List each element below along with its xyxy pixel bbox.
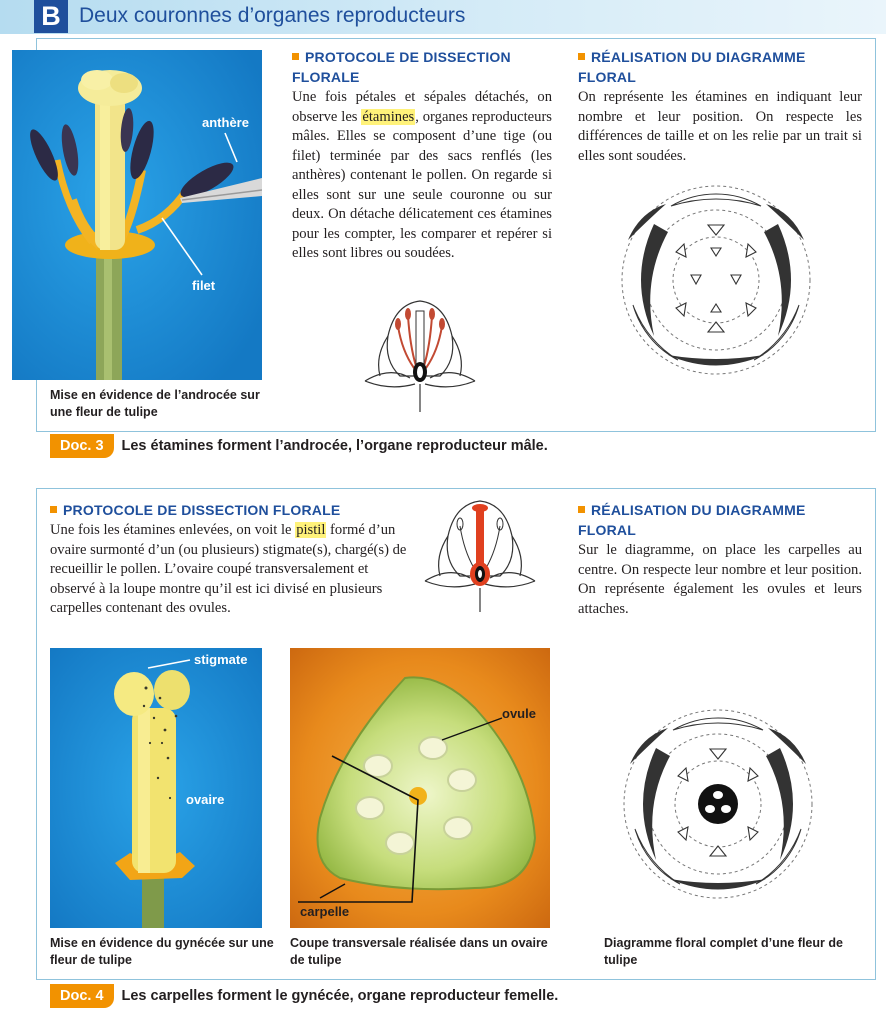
carpelle-label: carpelle xyxy=(300,904,350,919)
doc3-diagram-text xyxy=(578,88,862,166)
bullet-square-icon xyxy=(578,506,585,513)
bullet-square-icon xyxy=(292,53,299,60)
etamines-highlight: étamines xyxy=(362,108,415,125)
doc4-protocol-title xyxy=(50,500,420,520)
doc4-label-text: Les carpelles forment le gynécée, organe reproducteur femelle. xyxy=(121,988,559,1004)
doc4-protocol-title-text: PROTOCOLE DE DISSECTION FLORALE xyxy=(63,502,341,518)
half-flower-diagram-pistil-icon xyxy=(420,496,540,616)
androecium-photo-caption: Mise en évidence de l’androcée sur une fleur de tulipe xyxy=(50,388,260,419)
floral-diagram-icon xyxy=(616,180,816,380)
bullet-square-icon xyxy=(50,506,57,513)
section-title: Deux couronnes d’organes reproducteurs xyxy=(79,4,466,27)
filet-label: filet xyxy=(192,278,216,293)
doc3-badge: Doc. 3 xyxy=(50,434,114,458)
ovary-section-illustration xyxy=(290,648,550,928)
ovary-section-photo xyxy=(290,648,550,928)
ovaire-label: ovaire xyxy=(186,792,225,807)
ovary-section-caption: Coupe transversale réalisée dans un ovaire de tulipe xyxy=(290,936,548,967)
doc4-diagram-text xyxy=(578,541,862,619)
section-letter: B xyxy=(34,0,68,33)
half-flower-diagram-stamens-icon xyxy=(360,296,480,416)
anthere-label: anthère xyxy=(202,115,249,130)
doc3-diagram-text-content: On représente les étamines en indiquant leur nombre et leur position. On respecte les différences de taille et on les relie par un trait si elles sont soudées. xyxy=(578,89,862,164)
doc3-protocol-text-before: Une fois pétales et sépales détachés, on observe les xyxy=(292,89,552,125)
doc3-protocol-text-after: , organes reproducteurs mâles. Elles se composent d’une tige (ou filet) terminée par des sacs renflés (les anthères) contenant le pollen. On regarde si elles sont sur une seule couronne ou sur deux. On détache délicatement ces étamines pour les compter, les comparer et repérer si elles sont libres ou soudées. xyxy=(292,108,552,261)
ovule-label: ovule xyxy=(502,706,536,721)
doc4-diagram-text-content: Sur le diagramme, on place les carpelles au centre. On respecte leur nombre et leur position. On représente également les ovules et leurs attaches. xyxy=(578,542,862,617)
gynoecium-illustration xyxy=(50,648,262,928)
doc3-label xyxy=(50,434,548,458)
pistil-highlight: pistil xyxy=(296,522,326,538)
doc4-label xyxy=(50,984,558,1008)
complete-floral-diagram-icon xyxy=(618,704,818,904)
complete-diagram-caption: Diagramme floral complet d’une fleur de tulipe xyxy=(604,936,843,967)
doc3-protocol-title-text: PROTOCOLE DE DISSECTION FLORALE xyxy=(292,49,511,85)
gynoecium-photo-caption: Mise en évidence du gynécée sur une fleur de tulipe xyxy=(50,936,274,967)
doc4-protocol-text xyxy=(50,521,416,619)
doc3-protocol-text xyxy=(292,88,552,264)
doc4-diagram-title-text: RÉALISATION DU DIAGRAMME FLORAL xyxy=(578,502,806,538)
doc3-diagram-title xyxy=(578,47,858,87)
doc4-protocol-text-after: formé d’un ovaire surmonté d’un (ou plusieurs) stigmate(s), chargé(s) de recueillir le pollen. L’ovaire coupé transversalement et observé à la loupe montre qu’il est ici divisé en plusieurs carpelles contenant des ovules. xyxy=(50,522,407,616)
androecium-photo xyxy=(12,50,262,380)
doc4-protocol-text-before: Une fois les étamines enlevées, on voit le xyxy=(50,522,296,538)
gynoecium-photo xyxy=(50,648,262,928)
bullet-square-icon xyxy=(578,53,585,60)
doc4-diagram-title xyxy=(578,500,858,540)
doc3-protocol-title xyxy=(292,47,552,87)
doc3-label-text: Les étamines forment l’androcée, l’organe reproducteur mâle. xyxy=(121,438,548,454)
androecium-illustration xyxy=(12,50,262,380)
stigmate-label: stigmate xyxy=(194,652,248,667)
doc3-diagram-title-text: RÉALISATION DU DIAGRAMME FLORAL xyxy=(578,49,806,85)
doc4-badge: Doc. 4 xyxy=(50,984,114,1008)
